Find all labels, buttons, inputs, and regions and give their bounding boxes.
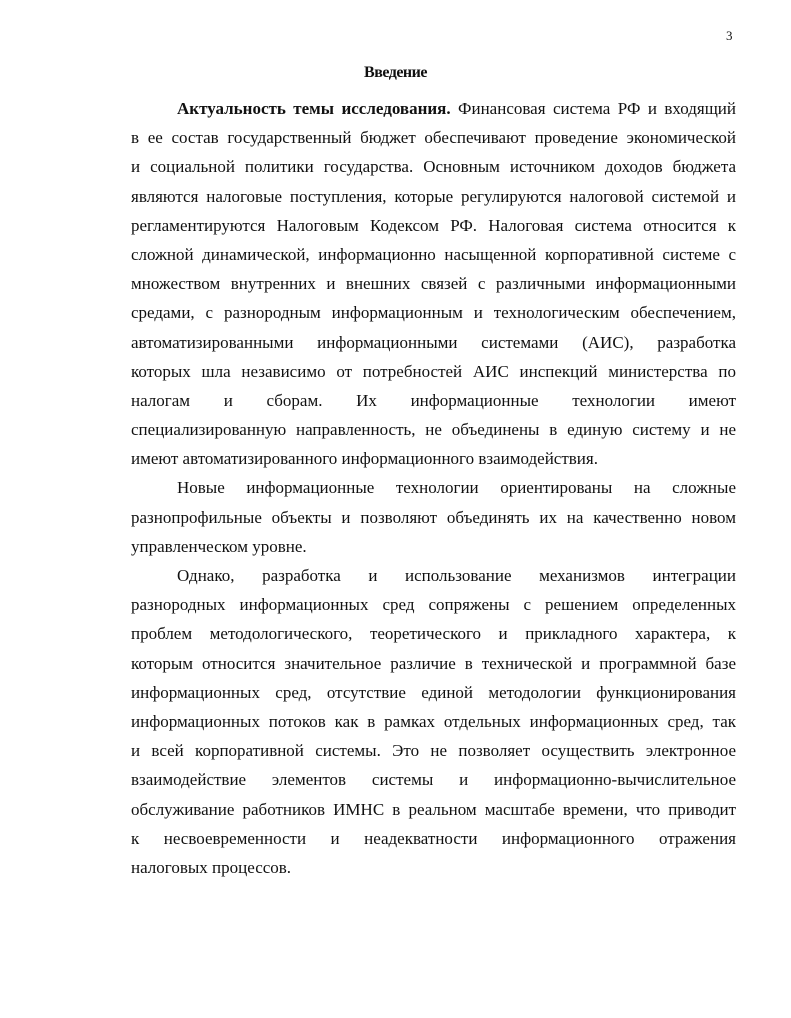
text-line: управленческом уровне. (131, 536, 307, 556)
text-line: Новые информационные технологии ориентированы на сложные (177, 478, 736, 498)
paragraph-integration-problems (131, 561, 736, 882)
section-heading: Введение (364, 64, 427, 81)
paragraph-new-technologies (131, 473, 736, 561)
text-line: Актуальность темы исследования. Финансовая система РФ и входящий (177, 99, 736, 118)
text-line: к несвоевременности и неадекватности информационного отражения (131, 828, 736, 848)
text-line: которым относится значительное различие в технической и программной базе (131, 653, 736, 673)
text-line: разнопрофильные объекты и позволяют объединять их на качественно новом (131, 507, 736, 527)
text-line: информационных сред, отсутствие единой методологии функционирования (131, 682, 736, 702)
text-line: налоговых процессов. (131, 857, 292, 877)
text-line: разнородных информационных сред сопряжены с решением определенных (131, 595, 736, 615)
text-line: в ее состав государственный бюджет обеспечивают проведение экономической (131, 128, 736, 148)
text-line: являются налоговые поступления, которые регулируются налоговой системой и (131, 186, 736, 206)
text-line: и социальной политики государства. Основным источником доходов бюджета (131, 157, 736, 177)
text-line: регламентируются Налоговым Кодексом РФ. Налоговая система относится к (131, 215, 736, 235)
text-line: проблем методологического, теоретического и прикладного характера, к (131, 624, 736, 644)
text-line: специализированную направленность, не объединены в единую систему и не (131, 420, 736, 440)
text-line: которых шла независимо от потребностей АИС инспекций министерства по (131, 361, 736, 381)
paragraph-relevance (131, 94, 736, 473)
page-number: 3 (726, 28, 733, 43)
text-line: обслуживание работников ИМНС в реальном масштабе времени, что приводит (131, 799, 736, 819)
text-line: имеют автоматизированного информационного взаимодействия. (131, 449, 598, 469)
text-line: сложной динамической, информационно насыщенной корпоративной системе с (131, 244, 736, 264)
text-line: налогам и сборам. Их информационные технологии имеют (131, 390, 736, 410)
text-line: средами, с разнородным информационным и технологическим обеспечением, (131, 303, 736, 323)
text-line: Однако, разработка и использование механизмов интеграции (177, 566, 736, 585)
body-text (131, 94, 736, 882)
text-line: множеством внутренних и внешних связей с различными информационными (131, 274, 736, 294)
text-line: взаимодействие элементов системы и информационно-вычислительное (131, 770, 736, 790)
text-line: и всей корпоративной системы. Это не позволяет осуществить электронное (131, 741, 736, 761)
relevance-lead: Актуальность темы исследования. (177, 99, 451, 118)
text-line: информационных потоков как в рамках отдельных информационных сред, так (131, 711, 736, 731)
text-line: автоматизированными информационными системами (АИС), разработка (131, 332, 736, 352)
